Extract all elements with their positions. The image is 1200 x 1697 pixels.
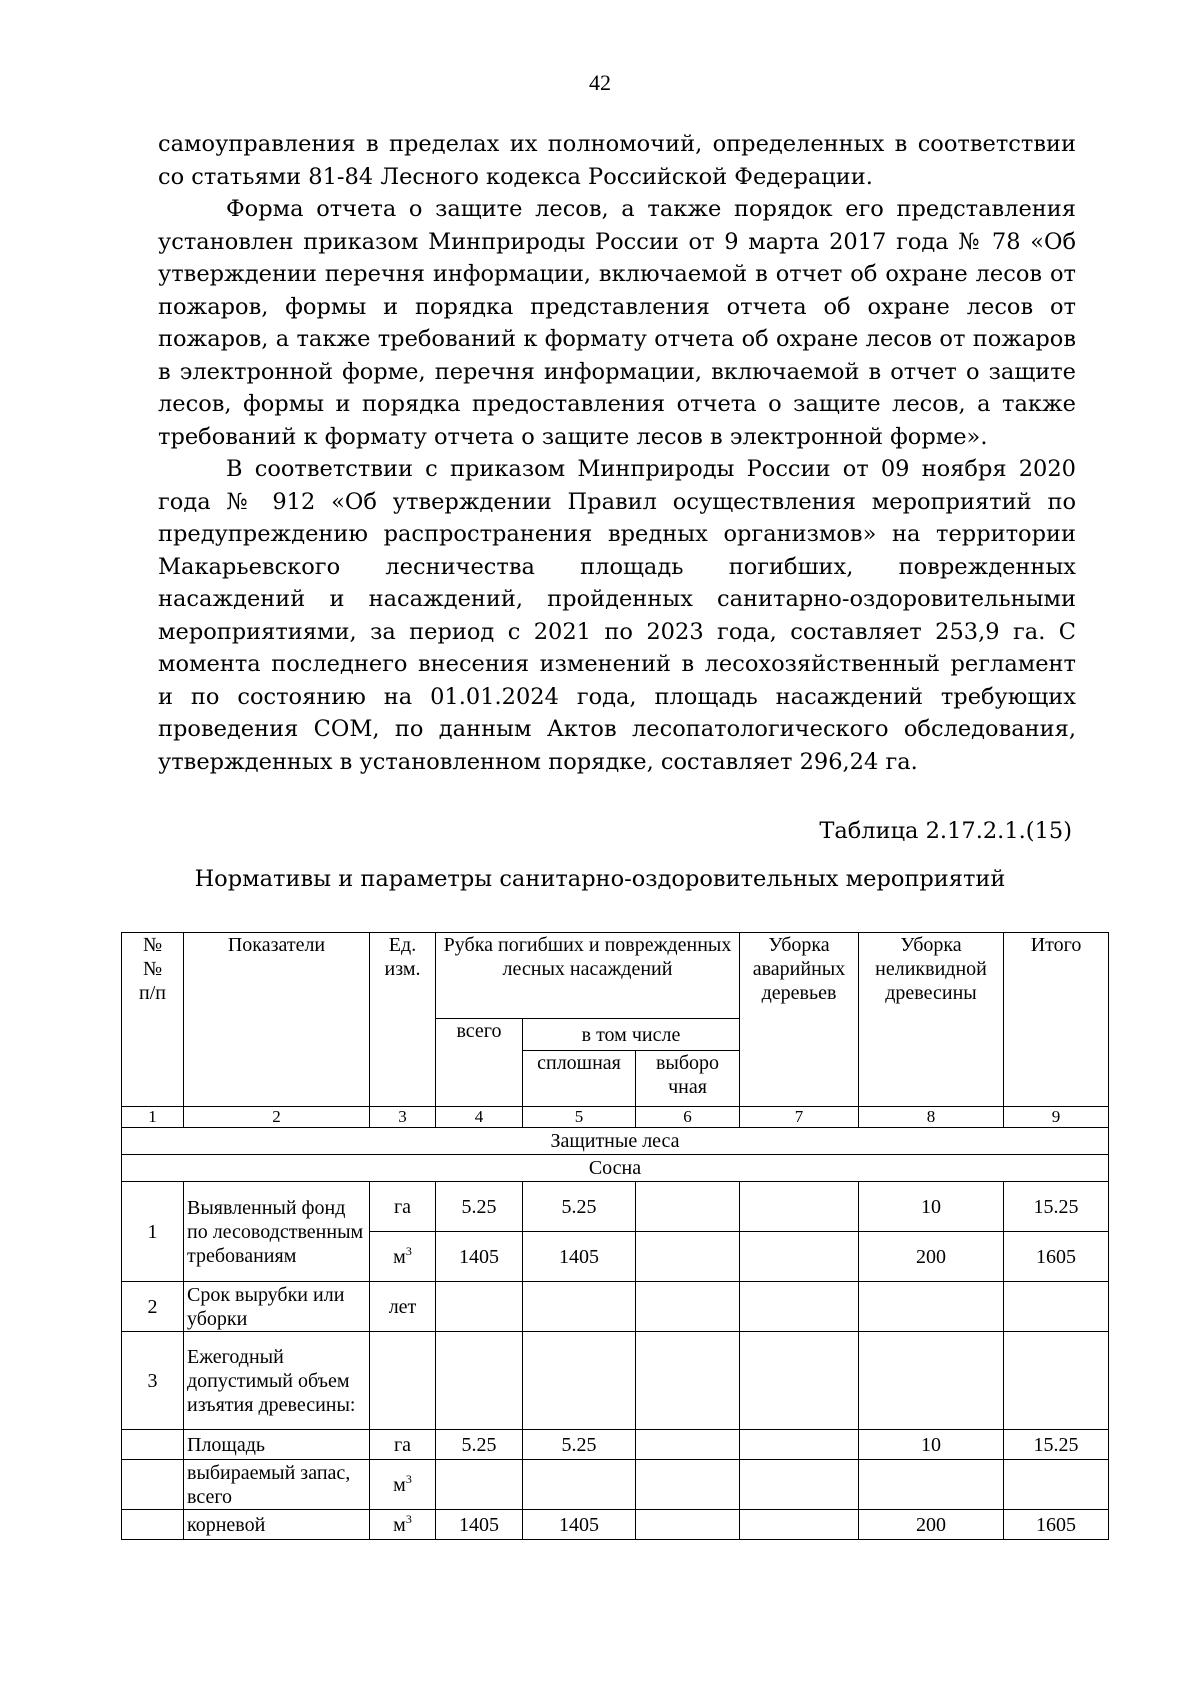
cell-emergency	[740, 1460, 859, 1510]
row-unit: лет	[370, 1282, 436, 1332]
column-number: 3	[370, 1107, 436, 1128]
row-label: корневой	[184, 1510, 370, 1540]
cell-clear	[523, 1282, 636, 1332]
cell-illiquid	[859, 1332, 1004, 1430]
row-num: 1	[122, 1182, 184, 1282]
table-number: Таблица 2.17.2.1.(15)	[819, 818, 1072, 844]
unit-base: м	[393, 1473, 406, 1496]
cell-illiquid	[859, 1460, 1004, 1510]
row-num	[122, 1460, 184, 1510]
cell-selective	[636, 1282, 740, 1332]
cell-emergency	[740, 1282, 859, 1332]
cell-selective	[636, 1332, 740, 1430]
cell-total-all	[436, 1332, 523, 1430]
row-label: Срок вырубки или уборки	[184, 1282, 370, 1332]
row-label: Площадь	[184, 1430, 370, 1460]
column-number: 8	[859, 1107, 1004, 1128]
cell-total: 15.25	[1004, 1182, 1109, 1232]
column-number: 6	[636, 1107, 740, 1128]
header-including: в том числе	[523, 1019, 740, 1051]
header-total: Итого	[1004, 933, 1109, 1107]
cell-selective	[636, 1232, 740, 1282]
cell-total-all	[436, 1460, 523, 1510]
cell-clear: 5.25	[523, 1182, 636, 1232]
page-number: 42	[589, 70, 611, 95]
row-unit: га	[370, 1182, 436, 1232]
row-num: 2	[122, 1282, 184, 1332]
cell-total-all: 1405	[436, 1510, 523, 1540]
row-unit	[370, 1232, 436, 1282]
row-label: Выявленный фонд по лесоводственным требованиям	[184, 1182, 370, 1282]
cell-emergency	[740, 1182, 859, 1232]
cell-selective	[636, 1460, 740, 1510]
cell-total	[1004, 1332, 1109, 1430]
row-num: 3	[122, 1332, 184, 1430]
row-label: выбираемый запас, всего	[184, 1460, 370, 1510]
row-num	[122, 1430, 184, 1460]
cell-illiquid: 200	[859, 1232, 1004, 1282]
unit-power: 3	[405, 1243, 412, 1258]
header-emergency: Уборка аварийных деревьев	[740, 933, 859, 1107]
cell-clear	[523, 1460, 636, 1510]
cell-selective	[636, 1510, 740, 1540]
header-unit: Ед. изм.	[370, 933, 436, 1107]
cell-selective	[636, 1430, 740, 1460]
cell-illiquid: 200	[859, 1510, 1004, 1540]
cell-total	[1004, 1460, 1109, 1510]
unit-base: м	[393, 1245, 406, 1268]
column-number: 7	[740, 1107, 859, 1128]
header-felling: Рубка погибших и поврежденных лесных насаждений	[436, 933, 740, 1019]
cell-total: 1605	[1004, 1510, 1109, 1540]
cell-illiquid: 10	[859, 1430, 1004, 1460]
row-unit	[370, 1460, 436, 1510]
cell-selective	[636, 1182, 740, 1232]
cell-emergency	[740, 1430, 859, 1460]
cell-total-all: 5.25	[436, 1182, 523, 1232]
row-label: Ежегодный допустимый объем изъятия древесины:	[184, 1332, 370, 1430]
cell-emergency	[740, 1510, 859, 1540]
row-unit	[370, 1510, 436, 1540]
cell-clear: 5.25	[523, 1430, 636, 1460]
paragraph-3: В соответствии с приказом Минприроды России от 09 ноября 2020 года № 912 «Об утверждении Правил осуществления мероприятий по предупреждению распространения вредных организмов» на территории Макарьевского лесничества площадь погибших, поврежденных насаждений и насаждений, пройденных санитарно-оздоровительными мероприятиями, за период с 2021 по 2023 года, составляет 253,9 га. С момента последнего внесения изменений в лесохозяйственный регламент и по состоянию на 01.01.2024 года, площадь насаждений требующих проведения СОМ, по данным Актов лесопатологического обследования, утвержденных в установленном порядке, составляет 296,24 га.	[158, 456, 1076, 775]
table-title: Нормативы и параметры санитарно-оздоровительных мероприятий	[194, 866, 1006, 892]
header-num: № № п/п	[122, 933, 184, 1107]
header-illiquid: Уборка неликвидной древесины	[859, 933, 1004, 1107]
cell-total-all	[436, 1282, 523, 1332]
cell-clear	[523, 1332, 636, 1430]
cell-total: 15.25	[1004, 1430, 1109, 1460]
row-unit	[370, 1332, 436, 1430]
unit-base: м	[393, 1513, 406, 1536]
species-header: Сосна	[122, 1155, 1109, 1182]
cell-total	[1004, 1282, 1109, 1332]
column-number: 9	[1004, 1107, 1109, 1128]
unit-power: 3	[405, 1511, 412, 1526]
cell-total-all: 1405	[436, 1232, 523, 1282]
header-clear: сплошная	[523, 1051, 636, 1107]
cell-clear: 1405	[523, 1232, 636, 1282]
unit-power: 3	[405, 1471, 412, 1486]
cell-clear: 1405	[523, 1510, 636, 1540]
column-number: 4	[436, 1107, 523, 1128]
column-number: 1	[122, 1107, 184, 1128]
header-selective: выборо чная	[636, 1051, 740, 1107]
header-total-all: всего	[436, 1019, 523, 1107]
cell-illiquid	[859, 1282, 1004, 1332]
cell-emergency	[740, 1232, 859, 1282]
row-num	[122, 1510, 184, 1540]
column-number: 2	[184, 1107, 370, 1128]
header-indicator: Показатели	[184, 933, 370, 1107]
section-header: Защитные леса	[122, 1128, 1109, 1155]
cell-total-all: 5.25	[436, 1430, 523, 1460]
row-unit: га	[370, 1430, 436, 1460]
paragraph-2: Форма отчета о защите лесов, а также порядок его представления установлен приказом Минприроды России от 9 марта 2017 года № 78 «Об утверждении перечня информации, включаемой в отчет об охране лесов от пожаров, формы и порядка представления отчета об охране лесов от пожаров, а также требований к формату отчета об охране лесов от пожаров в электронной форме, перечня информации, включаемой в отчет о защите лесов, формы и порядка предоставления отчета о защите лесов, а также требований к формату отчета о защите лесов в электронной форме».	[158, 196, 1076, 450]
cell-total: 1605	[1004, 1232, 1109, 1282]
paragraph-1: самоуправления в пределах их полномочий, определенных в соответствии со статьями 81-84 Лесного кодекса Российской Федерации.	[158, 131, 1076, 190]
column-number: 5	[523, 1107, 636, 1128]
body-text	[158, 128, 1076, 778]
sanitary-measures-table	[121, 932, 1109, 1540]
cell-emergency	[740, 1332, 859, 1430]
cell-illiquid: 10	[859, 1182, 1004, 1232]
